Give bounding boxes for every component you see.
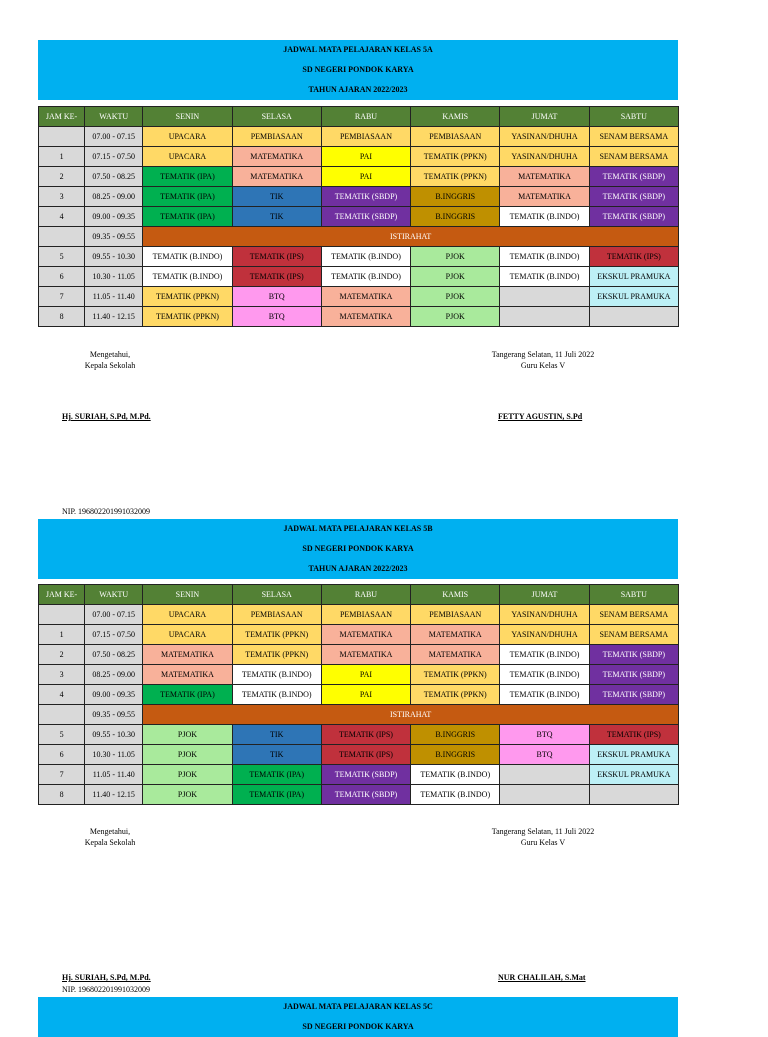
- period-number: 3: [39, 187, 85, 207]
- time-slot: 11.05 - 11.40: [85, 287, 143, 307]
- table-row: [39, 307, 679, 327]
- subject-cell: B.INGGRIS: [411, 207, 500, 227]
- period-number: 1: [39, 147, 85, 167]
- subject-cell: MATEMATIKA: [232, 147, 321, 167]
- schedule-title: JADWAL MATA PELAJARAN KELAS 5B: [283, 524, 433, 533]
- table-header-row: [39, 585, 679, 605]
- subject-cell: [500, 785, 589, 805]
- table-row: [39, 765, 679, 785]
- subject-cell: UPACARA: [143, 147, 232, 167]
- subject-cell: EKSKUL PRAMUKA: [589, 765, 678, 785]
- column-header: SELASA: [232, 107, 321, 127]
- time-slot: 09.00 - 09.35: [85, 685, 143, 705]
- date-place-label: Tangerang Selatan, 11 Juli 2022 Guru Kelas V: [491, 350, 595, 370]
- subject-cell: TEMATIK (B.INDO): [500, 665, 589, 685]
- subject-cell: B.INGGRIS: [411, 745, 500, 765]
- subject-cell: PEMBIASAAN: [321, 605, 410, 625]
- subject-cell: TIK: [232, 207, 321, 227]
- time-slot: 09.00 - 09.35: [85, 207, 143, 227]
- subject-cell: TEMATIK (B.INDO): [143, 247, 232, 267]
- time-slot: 10.30 - 11.05: [85, 267, 143, 287]
- subject-cell: TIK: [232, 745, 321, 765]
- schedule-title: JADWAL MATA PELAJARAN KELAS 5C: [283, 1002, 433, 1011]
- period-number: [39, 705, 85, 725]
- table-row: [39, 705, 679, 725]
- subject-cell: PJOK: [411, 267, 500, 287]
- subject-cell: PJOK: [143, 745, 232, 765]
- column-header: SABTU: [589, 107, 678, 127]
- table-row: [39, 625, 679, 645]
- subject-cell: [500, 287, 589, 307]
- subject-cell: BTQ: [500, 745, 589, 765]
- time-slot: 09.55 - 10.30: [85, 725, 143, 745]
- time-slot: 08.25 - 09.00: [85, 665, 143, 685]
- column-header: JUMAT: [500, 585, 589, 605]
- subject-cell: TEMATIK (B.INDO): [500, 685, 589, 705]
- period-number: 3: [39, 665, 85, 685]
- subject-cell: TEMATIK (B.INDO): [232, 685, 321, 705]
- table-row: [39, 685, 679, 705]
- column-header: SELASA: [232, 585, 321, 605]
- subject-cell: TEMATIK (PPKN): [232, 645, 321, 665]
- column-header: JAM KE-: [39, 585, 85, 605]
- time-slot: 09.35 - 09.55: [85, 705, 143, 725]
- subject-cell: TEMATIK (IPA): [143, 207, 232, 227]
- subject-cell: TEMATIK (B.INDO): [232, 665, 321, 685]
- subject-cell: PJOK: [411, 247, 500, 267]
- subject-cell: TEMATIK (IPA): [232, 765, 321, 785]
- acknowledged-label: Mengetahui, Kepala Sekolah: [84, 827, 136, 847]
- subject-cell: TEMATIK (B.INDO): [411, 785, 500, 805]
- subject-cell: TIK: [232, 725, 321, 745]
- subject-cell: TEMATIK (IPS): [589, 725, 678, 745]
- teacher-name: FETTY AGUSTIN, S.Pd: [498, 412, 583, 421]
- table-row: [39, 207, 679, 227]
- schedule-title: JADWAL MATA PELAJARAN KELAS 5A: [283, 45, 433, 54]
- date-place-label: Tangerang Selatan, 11 Juli 2022 Guru Kelas V: [491, 827, 595, 847]
- principal-nip: NIP. 196802201991032009: [62, 985, 151, 994]
- subject-cell: MATEMATIKA: [321, 307, 410, 327]
- period-number: [39, 227, 85, 247]
- subject-cell: TEMATIK (PPKN): [411, 167, 500, 187]
- column-header: KAMIS: [411, 585, 500, 605]
- subject-cell: PAI: [321, 665, 410, 685]
- column-header: RABU: [321, 585, 410, 605]
- column-header: SENIN: [143, 585, 232, 605]
- table-row: [39, 605, 679, 625]
- table-row: [39, 725, 679, 745]
- subject-cell: TEMATIK (SBDP): [589, 187, 678, 207]
- subject-cell: PEMBIASAAN: [232, 605, 321, 625]
- school-year: TAHUN AJARAN 2022/2023: [308, 85, 408, 94]
- subject-cell: TEMATIK (PPKN): [232, 625, 321, 645]
- subject-cell: BTQ: [500, 725, 589, 745]
- period-number: 7: [39, 287, 85, 307]
- subject-cell: TEMATIK (PPKN): [143, 287, 232, 307]
- subject-cell: TEMATIK (B.INDO): [500, 645, 589, 665]
- schedule-header-5c: [38, 997, 678, 1037]
- column-header: JAM KE-: [39, 107, 85, 127]
- column-header: SABTU: [589, 585, 678, 605]
- principal-name: Hj. SURIAH, S.Pd, M.Pd.: [62, 973, 151, 982]
- column-header: JUMAT: [500, 107, 589, 127]
- period-number: 8: [39, 785, 85, 805]
- subject-cell: PAI: [321, 685, 410, 705]
- subject-cell: MATEMATIKA: [411, 645, 500, 665]
- subject-cell: TEMATIK (PPKN): [411, 147, 500, 167]
- subject-cell: TEMATIK (B.INDO): [500, 247, 589, 267]
- column-header: WAKTU: [85, 585, 143, 605]
- subject-cell: TEMATIK (B.INDO): [321, 267, 410, 287]
- subject-cell: PJOK: [143, 785, 232, 805]
- subject-cell: PJOK: [411, 287, 500, 307]
- time-slot: 07.00 - 07.15: [85, 605, 143, 625]
- time-slot: 07.50 - 08.25: [85, 645, 143, 665]
- time-slot: 07.50 - 08.25: [85, 167, 143, 187]
- subject-cell: PEMBIASAAN: [411, 127, 500, 147]
- subject-cell: TEMATIK (SBDP): [321, 207, 410, 227]
- time-slot: 09.55 - 10.30: [85, 247, 143, 267]
- table-row: [39, 287, 679, 307]
- teacher-name: NUR CHALILAH, S.Mat: [498, 973, 586, 982]
- subject-cell: MATEMATIKA: [500, 167, 589, 187]
- subject-cell: TIK: [232, 187, 321, 207]
- subject-cell: MATEMATIKA: [321, 645, 410, 665]
- subject-cell: YASINAN/DHUHA: [500, 625, 589, 645]
- table-row: [39, 745, 679, 765]
- principal-nip: NIP. 196802201991032009: [62, 507, 151, 516]
- subject-cell: TEMATIK (SBDP): [589, 645, 678, 665]
- subject-cell: MATEMATIKA: [500, 187, 589, 207]
- time-slot: 10.30 - 11.05: [85, 745, 143, 765]
- subject-cell: UPACARA: [143, 625, 232, 645]
- subject-cell: [500, 307, 589, 327]
- time-slot: 11.05 - 11.40: [85, 765, 143, 785]
- subject-cell: UPACARA: [143, 127, 232, 147]
- subject-cell: UPACARA: [143, 605, 232, 625]
- subject-cell: TEMATIK (B.INDO): [500, 207, 589, 227]
- table-row: [39, 665, 679, 685]
- table-row: [39, 167, 679, 187]
- period-number: 1: [39, 625, 85, 645]
- subject-cell: PEMBIASAAN: [411, 605, 500, 625]
- period-number: 4: [39, 685, 85, 705]
- subject-cell: BTQ: [232, 287, 321, 307]
- period-number: 4: [39, 207, 85, 227]
- subject-cell: TEMATIK (SBDP): [321, 785, 410, 805]
- subject-cell: TEMATIK (IPA): [143, 187, 232, 207]
- subject-cell: TEMATIK (SBDP): [589, 167, 678, 187]
- subject-cell: SENAM BERSAMA: [589, 147, 678, 167]
- school-name: SD NEGERI PONDOK KARYA: [302, 1022, 414, 1031]
- column-header: KAMIS: [411, 107, 500, 127]
- schedule-header-5a: [38, 40, 678, 100]
- table-row: [39, 187, 679, 207]
- subject-cell: TEMATIK (IPS): [232, 247, 321, 267]
- period-number: [39, 127, 85, 147]
- time-slot: 07.00 - 07.15: [85, 127, 143, 147]
- subject-cell: PAI: [321, 167, 410, 187]
- subject-cell: TEMATIK (PPKN): [411, 685, 500, 705]
- period-number: 2: [39, 167, 85, 187]
- subject-cell: TEMATIK (SBDP): [589, 207, 678, 227]
- column-header: SENIN: [143, 107, 232, 127]
- subject-cell: MATEMATIKA: [143, 645, 232, 665]
- subject-cell: EKSKUL PRAMUKA: [589, 745, 678, 765]
- time-slot: 11.40 - 12.15: [85, 785, 143, 805]
- subject-cell: MATEMATIKA: [143, 665, 232, 685]
- subject-cell: PEMBIASAAN: [321, 127, 410, 147]
- period-number: 8: [39, 307, 85, 327]
- subject-cell: PJOK: [411, 307, 500, 327]
- table-row: [39, 147, 679, 167]
- schedule-table-5a: [38, 106, 679, 327]
- subject-cell: [500, 765, 589, 785]
- subject-cell: TEMATIK (PPKN): [143, 307, 232, 327]
- subject-cell: TEMATIK (B.INDO): [500, 267, 589, 287]
- break-cell: ISTIRAHAT: [143, 705, 679, 725]
- subject-cell: TEMATIK (B.INDO): [143, 267, 232, 287]
- subject-cell: TEMATIK (IPA): [143, 167, 232, 187]
- subject-cell: [589, 785, 678, 805]
- schedule-header-5b: [38, 519, 678, 579]
- subject-cell: TEMATIK (SBDP): [589, 665, 678, 685]
- subject-cell: TEMATIK (B.INDO): [321, 247, 410, 267]
- table-header-row: [39, 107, 679, 127]
- subject-cell: EKSKUL PRAMUKA: [589, 287, 678, 307]
- school-name: SD NEGERI PONDOK KARYA: [302, 544, 414, 553]
- subject-cell: TEMATIK (IPA): [232, 785, 321, 805]
- subject-cell: TEMATIK (SBDP): [321, 765, 410, 785]
- subject-cell: YASINAN/DHUHA: [500, 147, 589, 167]
- subject-cell: PJOK: [143, 725, 232, 745]
- subject-cell: SENAM BERSAMA: [589, 127, 678, 147]
- period-number: 6: [39, 745, 85, 765]
- subject-cell: PAI: [321, 147, 410, 167]
- subject-cell: YASINAN/DHUHA: [500, 127, 589, 147]
- column-header: RABU: [321, 107, 410, 127]
- subject-cell: TEMATIK (IPS): [321, 745, 410, 765]
- table-row: [39, 127, 679, 147]
- period-number: 5: [39, 725, 85, 745]
- subject-cell: TEMATIK (SBDP): [589, 685, 678, 705]
- time-slot: 11.40 - 12.15: [85, 307, 143, 327]
- subject-cell: YASINAN/DHUHA: [500, 605, 589, 625]
- subject-cell: MATEMATIKA: [321, 625, 410, 645]
- subject-cell: BTQ: [232, 307, 321, 327]
- period-number: 7: [39, 765, 85, 785]
- principal-name: Hj. SURIAH, S.Pd, M.Pd.: [62, 412, 151, 421]
- table-row: [39, 267, 679, 287]
- subject-cell: TEMATIK (IPS): [321, 725, 410, 745]
- table-row: [39, 785, 679, 805]
- school-name: SD NEGERI PONDOK KARYA: [302, 65, 414, 74]
- subject-cell: TEMATIK (IPA): [143, 685, 232, 705]
- subject-cell: PJOK: [143, 765, 232, 785]
- subject-cell: TEMATIK (PPKN): [411, 665, 500, 685]
- table-row: [39, 247, 679, 267]
- schedule-table-5b: [38, 584, 679, 805]
- subject-cell: TEMATIK (B.INDO): [411, 765, 500, 785]
- subject-cell: TEMATIK (IPS): [232, 267, 321, 287]
- subject-cell: SENAM BERSAMA: [589, 605, 678, 625]
- subject-cell: EKSKUL PRAMUKA: [589, 267, 678, 287]
- subject-cell: MATEMATIKA: [411, 625, 500, 645]
- school-year: TAHUN AJARAN 2022/2023: [308, 564, 408, 573]
- time-slot: 07.15 - 07.50: [85, 147, 143, 167]
- period-number: 5: [39, 247, 85, 267]
- table-row: [39, 645, 679, 665]
- acknowledged-label: Mengetahui, Kepala Sekolah: [84, 350, 136, 370]
- period-number: [39, 605, 85, 625]
- subject-cell: [589, 307, 678, 327]
- subject-cell: SENAM BERSAMA: [589, 625, 678, 645]
- subject-cell: B.INGGRIS: [411, 725, 500, 745]
- time-slot: 07.15 - 07.50: [85, 625, 143, 645]
- period-number: 2: [39, 645, 85, 665]
- subject-cell: MATEMATIKA: [321, 287, 410, 307]
- break-cell: ISTIRAHAT: [143, 227, 679, 247]
- time-slot: 08.25 - 09.00: [85, 187, 143, 207]
- subject-cell: PEMBIASAAN: [232, 127, 321, 147]
- subject-cell: B.INGGRIS: [411, 187, 500, 207]
- column-header: WAKTU: [85, 107, 143, 127]
- subject-cell: MATEMATIKA: [232, 167, 321, 187]
- period-number: 6: [39, 267, 85, 287]
- subject-cell: TEMATIK (SBDP): [321, 187, 410, 207]
- time-slot: 09.35 - 09.55: [85, 227, 143, 247]
- table-row: [39, 227, 679, 247]
- subject-cell: TEMATIK (IPS): [589, 247, 678, 267]
